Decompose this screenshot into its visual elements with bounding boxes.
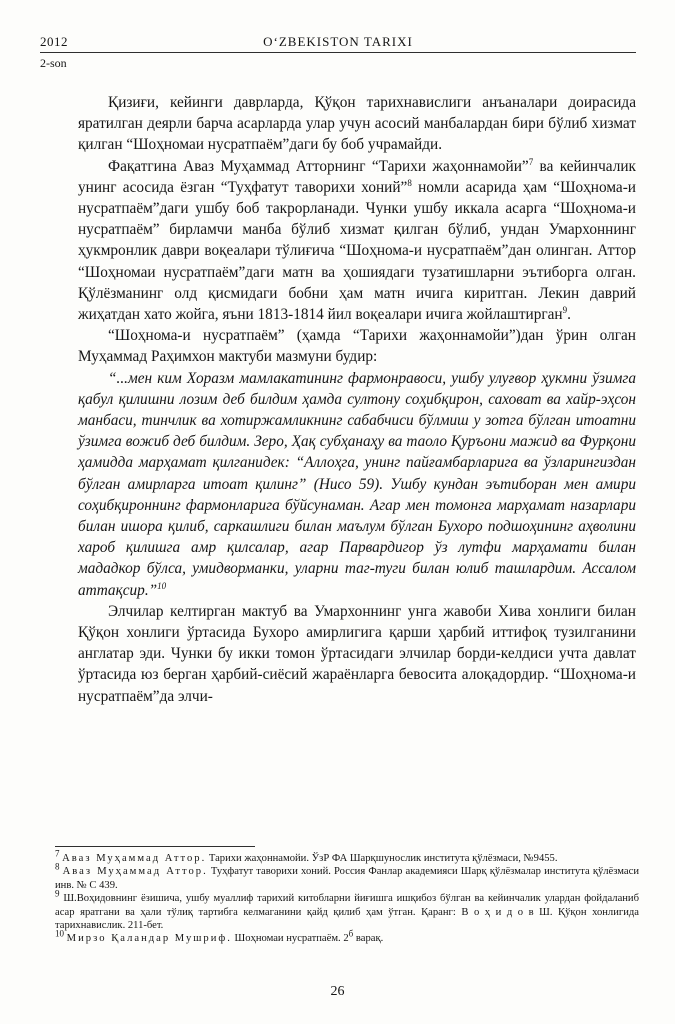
footnotes	[55, 848, 639, 946]
footnote-ref-10: 10	[157, 580, 167, 591]
page-number: 26	[330, 984, 345, 999]
running-header	[40, 34, 636, 54]
footnote-tail: варақ.	[353, 933, 384, 945]
footnote-number: 9	[55, 888, 60, 899]
footnote-superscript: б	[348, 928, 354, 939]
paragraph-5: Элчилар келтирган мактуб ва Умархоннинг унга жавоби Хива хонлиги билан Қўқон хонлиги ўртасида Бухоро амирлигига қарши ҳарбий иттифоқ тузилганини англатар эди. Чунки бу икки томон ўртасидаги элчилар борди-келдиси учта давлат ўртасида юз берган ҳарбий-сиёсий жараёнларга бевосита алоқадордир. “Шоҳнома-и нусратпаём”да элчи-	[78, 602, 636, 705]
footnote-text: Туҳфатут таворихи хоний. Россия Фанлар академияси Шарқ қўлёзмалар института қўлёзмаси инв. № С 439.	[55, 866, 639, 891]
footnote-10	[55, 928, 639, 945]
footnote-text: Тарихи жаҳоннамойи. ЎзР ФА Шарқшунослик института қўлёзмаси, №9455.	[206, 853, 558, 864]
footnote-number: 7	[55, 848, 60, 859]
paragraph-2-part-3: номли асарида ҳам “Шоҳнома-и нусратпаём”даги ушбу боб такрорланади. Чунки ушбу иккала асарга “Шоҳнома-и нусратпаём” бирламчи манба бўлиб хизмат қилган бўлиб, ундан Умархоннинг ҳукмронлик даври воқеалари тўлиғича “Шоҳнома-и нусратпаём”дан олинган. Аттор “Шоҳномаи нусратпаём”даги матн ва ҳошиядаги тузатишларни эътиборга олган. Қўлёзманинг олд қисмидаги бобни ҳам матн ичига киритган. Лекин даврий жиҳатдан хато жойга, яъни 1813-1814 йил воқеалари ичига жойлаштирган	[78, 178, 636, 324]
footnote-number: 10	[55, 928, 64, 939]
paragraph-2-part-2: ва кейинчалик унинг асосида ёзган “Туҳфатут таворихи хоний”	[78, 157, 636, 196]
paragraph-2	[78, 156, 636, 326]
header-issue: 2-son	[40, 56, 67, 70]
letter-quote	[78, 368, 636, 601]
footnote-author: Аваз Муҳаммад Аттор.	[62, 853, 207, 864]
footnote-divider	[55, 846, 255, 847]
footnote-ref-9: 9	[562, 304, 568, 315]
footnote-author: Мирзо Қаландар Мушриф.	[66, 933, 232, 945]
footnote-author: Аваз Муҳаммад Аттор.	[62, 866, 208, 878]
footnote-9	[55, 888, 639, 932]
footnote-text: Ш.Воҳидовнинг ёзишича, ушбу муаллиф тарихий китобларни йиғишга ишқибоз бўлган ва кейинчалик улардан фойдаланиб асар яратгани ва ҳали тўлиқ тартибга келмаганини қайд қилиб ҳам ўтган. Қаранг: В о ҳ и д о в Ш. Қўқон хонлигида тарихнавислик. 211-бет.	[55, 893, 639, 932]
header-journal-title: O‘ZBEKISTON TARIXI	[263, 34, 413, 49]
paragraph-2-part-4: .	[567, 306, 571, 324]
paragraph-1: Қизиғи, кейинги даврларда, Қўқон тарихнавислиги анъаналари доирасида яратилган деярли барча асарларда улар учун асосий манбалардан бири бўлиб хизмат қилган “Шоҳномаи нусратпаём”даги бу боб учрамайди.	[78, 94, 636, 154]
footnote-ref-8: 8	[407, 177, 412, 188]
footnote-text: Шоҳномаи нусратпаём. 2	[231, 933, 349, 945]
header-divider	[40, 52, 636, 53]
footnote-ref-7: 7	[528, 156, 534, 167]
footnote-8	[55, 861, 639, 892]
footnote-number: 8	[55, 861, 60, 872]
letter-quote-text: “...мен ким Хоразм мамлакатининг фармонравоси, ушбу улуғвор ҳукмни ўзимга қабул қилишни лозим деб билдим ҳамда султону соҳибқирон, саховат ва хайр-эҳсон манбаси, тинчлик ва хотиржамликнинг сабабчиси бўлмиш у зотга бўлган итоатни ўзимга вожиб деб билдим. Зеро, Ҳақ субҳанаҳу ва таоло Қуръони мажид ва Фурқони ҳамидда марҳамат қилганидек: “Аллоҳга, унинг пайғамбарларига ва ўзларингиздан бўлган амирларга итоат қилинг” (Нисо 59). Ушбу кундан эътиборан мен амири соҳибқироннинг фармонларига бўйсунаман. Агар мен томонга марҳамат назарлари билан ишора қилиб, саркашлиги билан маълум бўлган Бухоро подшоҳининг аҳволини хароб қилишга амр қилсалар, агар Парвардигор ўз лутфи марҳамати билан мададкор бўлса, умидворманки, уларни таг-туги билан юлиб ташлардим. Ассалом аттақсир.”	[78, 369, 636, 599]
article-body	[78, 92, 636, 707]
paragraph-3: “Шоҳнома-и нусратпаём” (ҳамда “Тарихи жаҳоннамойи”)дан ўрин олган Муҳаммад Раҳимхон мактуби мазмуни будир:	[78, 327, 636, 366]
footnote-7	[55, 848, 639, 865]
paragraph-2-part-1: Фақатгина Аваз Муҳаммад Атторнинг “Тарихи жаҳоннамойи”	[108, 157, 529, 175]
header-year: 2012	[40, 34, 68, 49]
